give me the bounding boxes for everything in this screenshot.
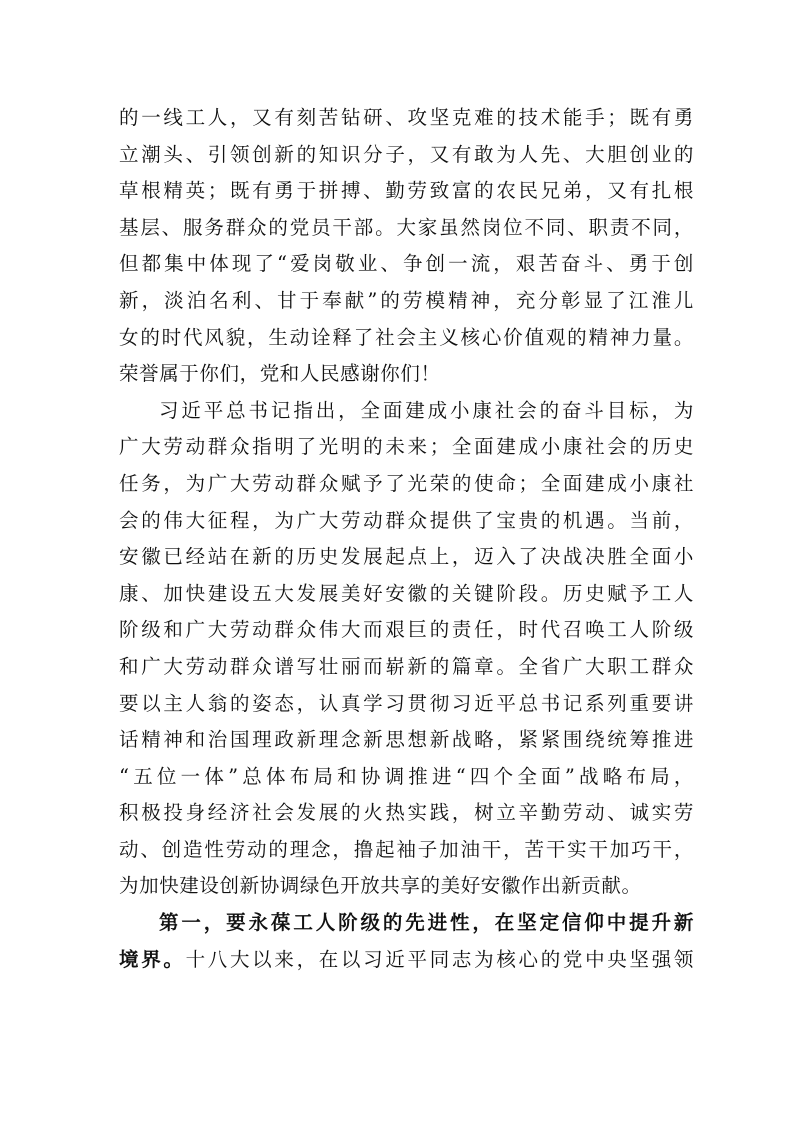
text-line: 荣誉属于你们，党和人民感谢你们！ xyxy=(119,362,441,386)
text-line: 积极投身经济社会发展的火热实践，树立辛勤劳动、诚实劳 xyxy=(119,801,694,825)
text-line: 阶级和广大劳动群众伟大而艰巨的责任，时代召唤工人阶级 xyxy=(119,618,694,642)
text-line: 立潮头、引领创新的知识分子，又有敢为人先、大胆创业的 xyxy=(119,142,694,166)
text-line: 习近平总书记指出，全面建成小康社会的奋斗目标，为 xyxy=(159,398,694,422)
text-line: 会的伟大征程，为广大劳动群众提供了宝贵的机遇。当前， xyxy=(119,508,694,532)
text-line: 草根精英；既有勇于拼搏、勤劳致富的农民兄弟，又有扎根 xyxy=(119,179,694,203)
paragraph-2 xyxy=(119,393,694,905)
text-line: “五位一体”总体布局和协调推进“四个全面”战略布局， xyxy=(119,764,694,788)
text-line: 基层、服务群众的党员干部。大家虽然岗位不同、职责不同， xyxy=(119,215,694,239)
text-line xyxy=(119,942,694,979)
text-line: 广大劳动群众指明了光明的未来；全面建成小康社会的历史 xyxy=(119,435,694,459)
text-line: 安徽已经站在新的历史发展起点上，迈入了决战决胜全面小 xyxy=(119,545,694,569)
paragraph-1 xyxy=(119,100,694,393)
section-heading-end: 境界。 xyxy=(119,947,186,971)
text-line: 动、创造性劳动的理念，撸起袖子加油干，苦干实干加巧干， xyxy=(119,837,694,861)
text-line: 但都集中体现了“爱岗敬业、争创一流，艰苦奋斗、勇于创 xyxy=(119,252,694,276)
section-text-start: 十八大以来，在以习近平同志为核心的党中央坚强领 xyxy=(185,947,694,971)
text-line: 任务，为广大劳动群众赋予了光荣的使命；全面建成小康社 xyxy=(119,471,694,495)
text-line: 为加快建设创新协调绿色开放共享的美好安徽作出新贡献。 xyxy=(119,874,642,898)
paragraph-3 xyxy=(119,905,694,978)
text-line: 女的时代风貌，生动诠释了社会主义核心价值观的精神力量。 xyxy=(119,325,694,349)
document-body xyxy=(119,100,694,978)
section-heading: 第一，要永葆工人阶级的先进性，在坚定信仰中提升新 xyxy=(159,911,694,935)
text-line: 康、加快建设五大发展美好安徽的关键阶段。历史赋予工人 xyxy=(119,581,694,605)
text-line: 话精神和治国理政新理念新思想新战略，紧紧围绕统筹推进 xyxy=(119,728,694,752)
text-line: 要以主人翁的姿态，认真学习贯彻习近平总书记系列重要讲 xyxy=(119,691,694,715)
text-line: 的一线工人，又有刻苦钻研、攻坚克难的技术能手；既有勇 xyxy=(119,106,694,129)
text-line: 和广大劳动群众谱写壮丽而崭新的篇章。全省广大职工群众 xyxy=(119,654,694,678)
text-line: 新，淡泊名利、甘于奉献”的劳模精神，充分彰显了江淮儿 xyxy=(119,288,694,312)
